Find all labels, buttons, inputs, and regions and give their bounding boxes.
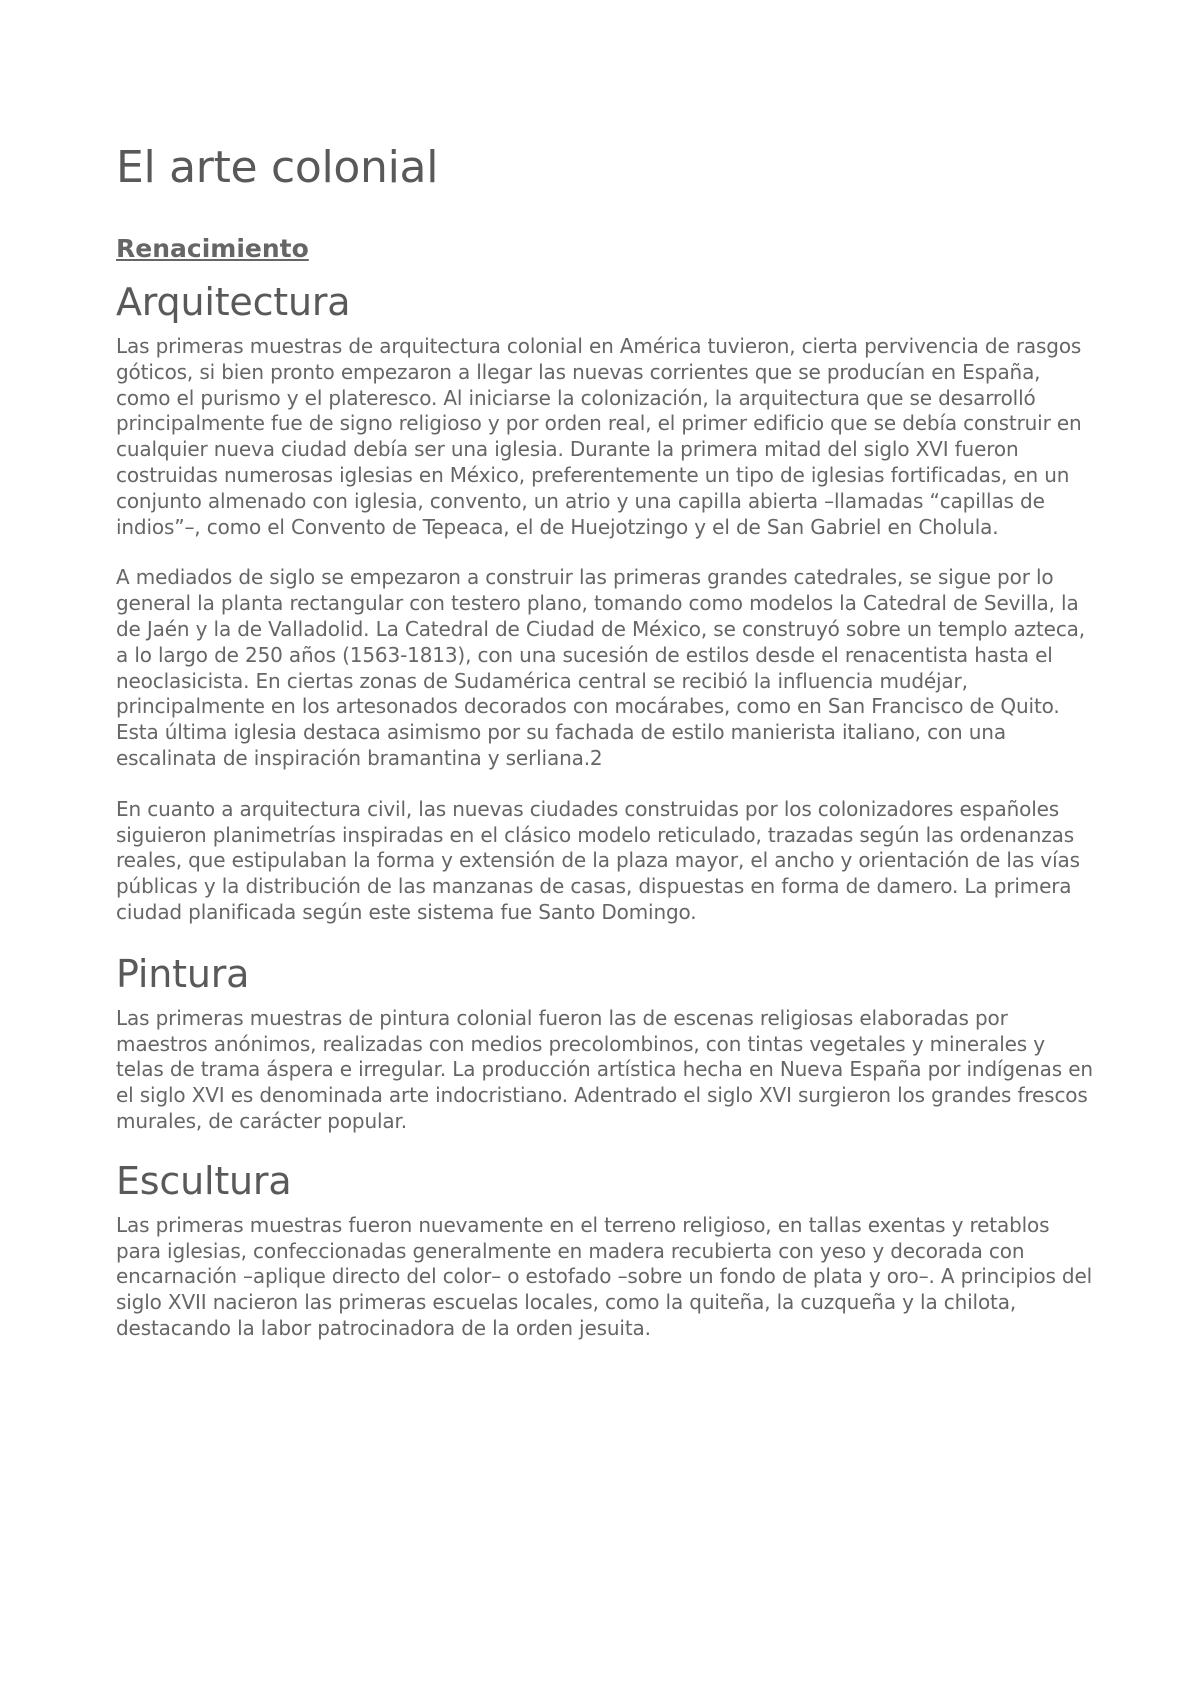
subsection-renacimiento: Renacimiento bbox=[116, 234, 309, 263]
document-title: El arte colonial bbox=[116, 142, 439, 193]
paragraph-arquitectura-2: A mediados de siglo se empezaron a construir las primeras grandes catedrales, se sigue por lo general la planta rectangular con testero plano, tomando como modelos la Catedral de Sevilla, la de Jaén y la de Valladolid. La Catedral de Ciudad de México, se construyó sobre un templo azteca, a lo largo de 250 años (1563-1813), con una sucesión de estilos desde el renacentista hasta el neoclasicista. En ciertas zonas de Sudamérica central se recibió la influencia mudéjar, principalmente en los artesonados decorados con mocárabes, como en San Francisco de Quito. Esta última iglesia destaca asimismo por su fachada de estilo manierista italiano, con una escalinata de inspiración bramantina y serliana.2 bbox=[116, 565, 1085, 770]
paragraph-escultura-1: Las primeras muestras fueron nuevamente en el terreno religioso, en tallas exentas y retablos para iglesias, confeccionadas generalmente en madera recubierta con yeso y decorada con encarnación –aplique directo del color– o estofado –sobre un fondo de plata y oro–. A principios del siglo XVII nacieron las primeras escuelas locales, como la quiteña, la cuzqueña y la chilota, destacando la labor patrocinadora de la orden jesuita. bbox=[116, 1212, 1093, 1340]
paragraph-pintura-1: Las primeras muestras de pintura colonial fueron las de escenas religiosas elaboradas por maestros anónimos, realizadas con medios precolombinos, con tintas vegetales y minerales y telas de trama áspera e irregular. La producción artística hecha en Nueva España por indígenas en el siglo XVI es denominada arte indocristiano. Adentrado el siglo XVI surgieron los grandes frescos murales, de carácter popular. bbox=[116, 1005, 1093, 1133]
heading-pintura: Pintura bbox=[116, 951, 250, 996]
section-escultura bbox=[116, 1157, 1096, 1342]
section-arquitectura bbox=[116, 278, 1096, 926]
heading-escultura: Escultura bbox=[116, 1158, 292, 1203]
document-page bbox=[116, 140, 1096, 1342]
paragraph-arquitectura-3: En cuanto a arquitectura civil, las nuevas ciudades construidas por los colonizadores españoles siguieron planimetrías inspiradas en el clásico modelo reticulado, trazadas según las ordenanzas reales, que estipulaban la forma y extensión de la plaza mayor, el ancho y orientación de las vías públicas y la distribución de las manzanas de casas, dispuestas en forma de damero. La primera ciudad planificada según este sistema fue Santo Domingo. bbox=[116, 796, 1080, 924]
section-pintura bbox=[116, 950, 1096, 1135]
heading-arquitectura: Arquitectura bbox=[116, 280, 351, 324]
paragraph-arquitectura-1: Las primeras muestras de arquitectura colonial en América tuvieron, cierta pervivencia de rasgos góticos, si bien pronto empezaron a llegar las nuevas corrientes que se producían en España, como el purismo y el plateresco. Al iniciarse la colonización, la arquitectura que se desarrolló principalmente fue de signo religioso y por orden real, el primer edificio que se debía construir en cualquier nueva ciudad debía ser una iglesia. Durante la primera mitad del siglo XVI fueron costruidas numerosas iglesias en México, preferentemente un tipo de iglesias fortificadas, en un conjunto almenado con iglesia, convento, un atrio y una capilla abierta –llamadas “capillas de indios”–, como el Convento de Tepeaca, el de Huejotzingo y el de San Gabriel en Cholula. bbox=[116, 334, 1082, 539]
